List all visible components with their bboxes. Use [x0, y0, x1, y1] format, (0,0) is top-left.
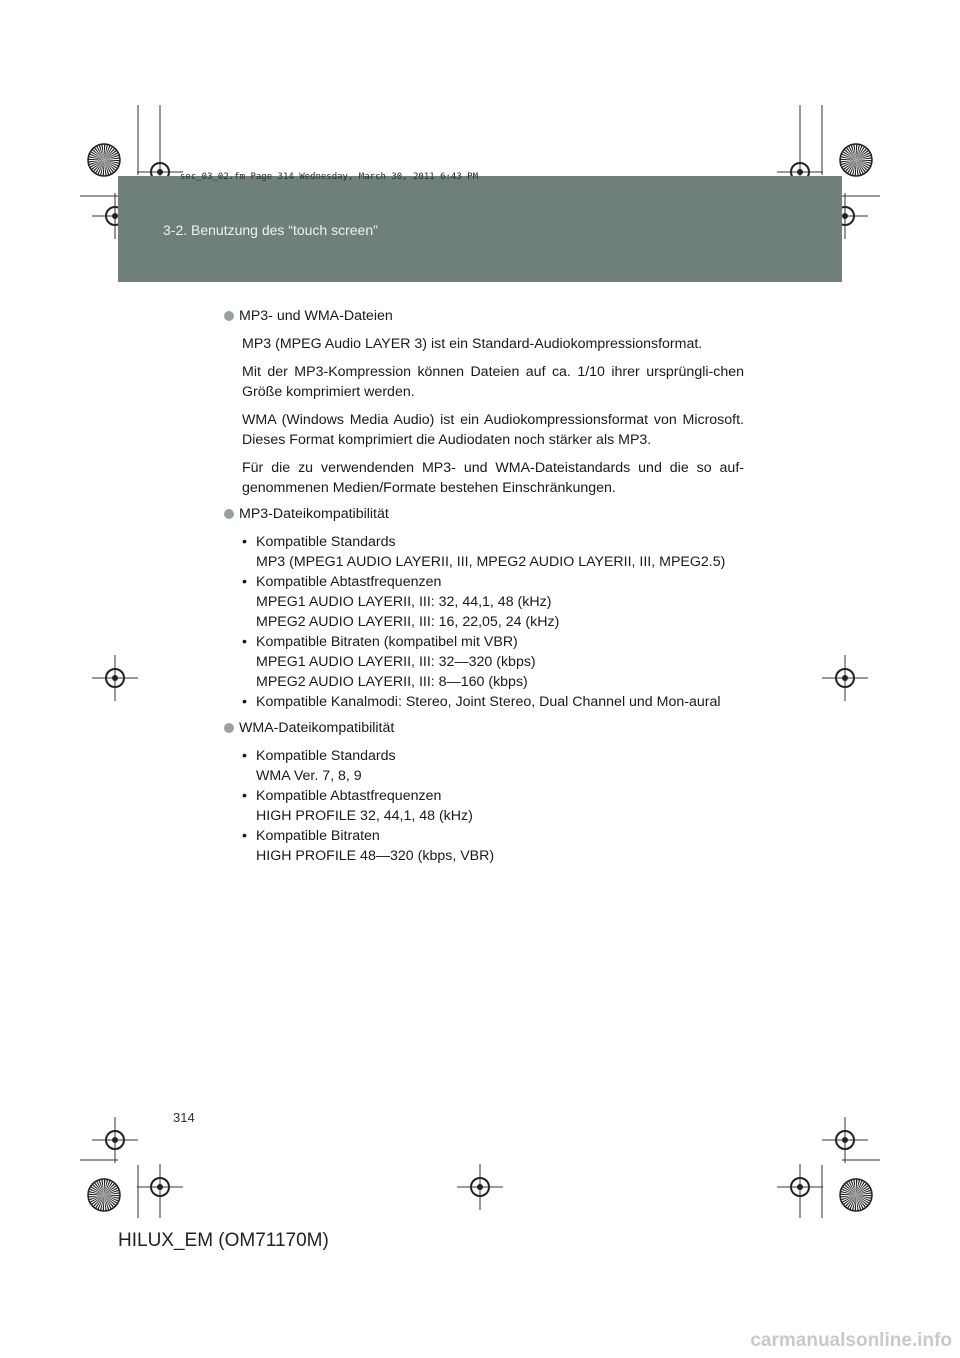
- list-bullet-icon: •: [242, 788, 247, 804]
- page-content: [224, 306, 744, 872]
- list-item-value: HIGH PROFILE 48—320 (kbps, VBR): [256, 848, 495, 864]
- list-item-value: MPEG1 AUDIO LAYERII, III: 32—320 (kbps): [256, 654, 536, 670]
- spec-list: [224, 746, 744, 866]
- list-item-label: Kompatible Abtastfrequenzen: [256, 574, 442, 590]
- section-title: MP3- und WMA-Dateien: [239, 308, 393, 324]
- paragraph: Mit der MP3-Kompression können Dateien auf ca. 1/10 ihrer ursprüngli-chen Größe komprimiert werden.: [242, 364, 744, 400]
- list-item-label: Kompatible Abtastfrequenzen: [256, 788, 442, 804]
- registration-dot: [112, 675, 118, 681]
- list-item-label: Kompatible Bitraten: [256, 828, 380, 844]
- list-item-value: HIGH PROFILE 32, 44,1, 48 (kHz): [256, 808, 473, 824]
- registration-dot: [842, 213, 848, 219]
- list-item: [242, 826, 744, 866]
- section-title: MP3-Dateikompatibilität: [239, 506, 389, 522]
- list-bullet-icon: •: [242, 634, 247, 650]
- list-item: [242, 746, 744, 786]
- registration-dot: [112, 1137, 118, 1143]
- watermark: carmanualsonline.info: [750, 1330, 952, 1351]
- section-1: [224, 504, 744, 712]
- registration-dot: [157, 1184, 163, 1190]
- paragraph: WMA (Windows Media Audio) ist ein Audiokompressionsformat von Microsoft. Dieses Format komprimiert die Audiodaten noch stärker als MP3.: [242, 412, 744, 448]
- registration-dot: [157, 169, 163, 175]
- list-item-value: MPEG2 AUDIO LAYERII, III: 16, 22,05, 24 (kHz): [256, 614, 560, 630]
- list-bullet-icon: •: [242, 694, 247, 710]
- list-item-value: MP3 (MPEG1 AUDIO LAYERII, III, MPEG2 AUDIO LAYERII, III, MPEG2.5): [256, 554, 726, 570]
- registration-dot: [797, 1184, 803, 1190]
- list-bullet-icon: •: [242, 574, 247, 590]
- section-2: [224, 718, 744, 866]
- section-bullet-icon: [224, 723, 234, 733]
- paragraph: MP3 (MPEG Audio LAYER 3) ist ein Standard-Audiokompressionsformat.: [242, 336, 703, 352]
- list-item-value: MPEG1 AUDIO LAYERII, III: 32, 44,1, 48 (kHz): [256, 594, 552, 610]
- footer-manual-code: HILUX_EM (OM71170M): [118, 1230, 329, 1251]
- section-header-title: 3-2. Benutzung des “touch screen”: [163, 222, 378, 238]
- registration-dot: [477, 1184, 483, 1190]
- list-bullet-icon: •: [242, 828, 247, 844]
- list-item-label: Kompatible Standards: [256, 534, 396, 550]
- file-stamp: sec_03_02.fm Page 314 Wednesday, March 30, 2011 6:43 PM: [180, 172, 479, 182]
- list-item-value: WMA Ver. 7, 8, 9: [256, 768, 362, 784]
- list-item: [242, 786, 744, 826]
- page-number: 314: [173, 1110, 195, 1125]
- list-item-label: Kompatible Kanalmodi: Stereo, Joint Stereo, Dual Channel und Mon-aural: [256, 694, 721, 710]
- list-item: [242, 692, 744, 712]
- list-bullet-icon: •: [242, 748, 247, 764]
- list-item: [242, 632, 744, 692]
- registration-dot: [842, 675, 848, 681]
- list-item-value: MPEG2 AUDIO LAYERII, III: 8—160 (kbps): [256, 674, 528, 690]
- list-item: [242, 532, 744, 572]
- list-item: [242, 572, 744, 632]
- registration-dot: [842, 1137, 848, 1143]
- section-0: [224, 306, 744, 498]
- section-bullet-icon: [224, 311, 234, 321]
- section-bullet-icon: [224, 509, 234, 519]
- section-title: WMA-Dateikompatibilität: [239, 720, 395, 736]
- list-bullet-icon: •: [242, 534, 247, 550]
- spec-list: [224, 532, 744, 712]
- list-item-label: Kompatible Bitraten (kompatibel mit VBR): [256, 634, 518, 650]
- registration-dot: [797, 169, 803, 175]
- list-item-label: Kompatible Standards: [256, 748, 396, 764]
- paragraph: Für die zu verwendenden MP3- und WMA-Dateistandards und die so auf-genommenen Medien/Formate bestehen Einschränkungen.: [242, 460, 744, 496]
